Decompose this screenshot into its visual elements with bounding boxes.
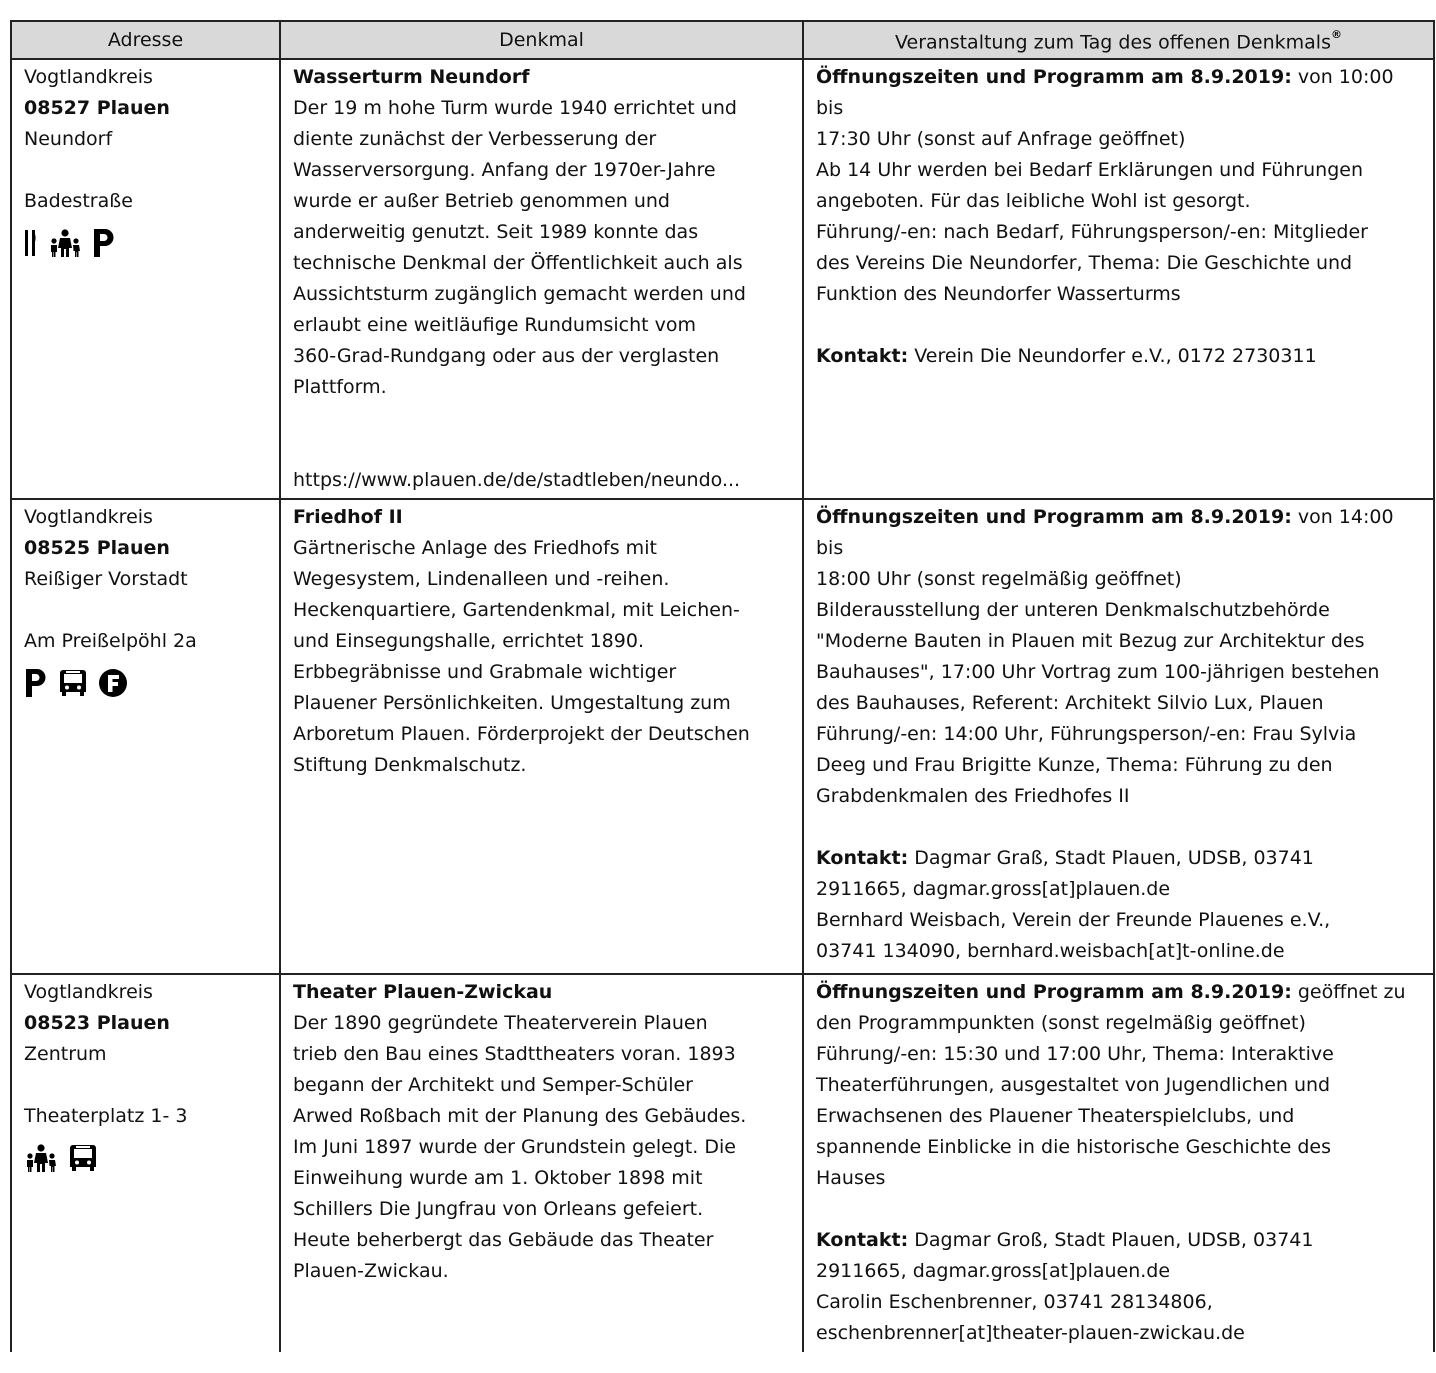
event-contact-line: Bernhard Weisbach, Verein der Freunde Plauenes e.V., [816, 909, 1331, 932]
event-text-line: Führung/-en: 14:00 Uhr, Führungsperson/-en: Frau Sylvia [816, 723, 1357, 746]
event-text-line: "Moderne Bauten in Plauen mit Bezug zur Architektur des [816, 630, 1365, 653]
spacer [816, 812, 1421, 843]
monument-text-line: Heckenquartiere, Gartendenkmal, mit Leichen- [293, 599, 740, 622]
spacer [24, 1070, 267, 1101]
monument-text-line: Arwed Roßbach mit der Planung des Gebäudes. [293, 1105, 747, 1128]
event-contact-line: 2911665, dagmar.gross[at]plauen.de [816, 1260, 1171, 1283]
event-text-line: des Vereins Die Neundorfer, Thema: Die Geschichte und [816, 252, 1353, 275]
spacer [24, 595, 267, 626]
monument-text-line: Der 19 m hohe Turm wurde 1940 errichtet und [293, 97, 737, 120]
address-quarter: Zentrum [24, 1043, 107, 1066]
table-row [11, 974, 1434, 1352]
monument-text-line: Schillers Die Jungfrau von Orleans gefeiert. [293, 1198, 704, 1221]
address-street: Badestraße [24, 190, 133, 213]
monument-title: Theater Plauen-Zwickau [293, 981, 553, 1004]
monument-cell [280, 974, 803, 1352]
address-street: Am Preißelpöhl 2a [24, 630, 197, 653]
monument-cell [280, 499, 803, 974]
event-hours-label: Öffnungszeiten und Programm am 8.9.2019: [816, 506, 1292, 529]
event-contact [816, 341, 1421, 372]
spacer [293, 403, 790, 465]
monument-text-line: anderweitig genutzt. Seit 1989 konnte das [293, 221, 699, 244]
event-contact [816, 843, 1421, 874]
monument-text-line: technische Denkmal der Öffentlichkeit auch als [293, 252, 743, 275]
monument-table [10, 20, 1435, 1352]
spacer [24, 155, 267, 186]
event-hours [816, 62, 1421, 124]
monument-text-line: wurde er außer Betrieb genommen und [293, 190, 670, 213]
event-hours-label: Öffnungszeiten und Programm am 8.9.2019: [816, 66, 1292, 89]
monument-text-line: Plauener Persönlichkeiten. Umgestaltung zum [293, 692, 731, 715]
bus-icon [68, 1143, 98, 1173]
address-quarter: Reißiger Vorstadt [24, 568, 188, 591]
table-row [11, 59, 1434, 499]
event-text-line: Ab 14 Uhr werden bei Bedarf Erklärungen und Führungen [816, 159, 1364, 182]
monument-title: Friedhof II [293, 506, 403, 529]
event-contact-label: Kontakt: [816, 1229, 909, 1252]
event-text-line: Führung/-en: nach Bedarf, Führungsperson/-en: Mitglieder [816, 221, 1368, 244]
event-contact-label: Kontakt: [816, 847, 909, 870]
event-contact-text: Verein Die Neundorfer e.V., 0172 2730311 [908, 345, 1317, 368]
spacer [816, 310, 1421, 341]
monument-text-line: trieb den Bau eines Stadttheaters voran. 1893 [293, 1043, 736, 1066]
address-district: Vogtlandkreis [24, 506, 153, 529]
event-text-line: Bauhauses", 17:00 Uhr Vortrag zum 100-jährigen bestehen [816, 661, 1380, 684]
address-cell [11, 974, 280, 1352]
event-hours-text: von 10:00 bis [816, 66, 1394, 120]
event-text-line: den Programmpunkten (sonst regelmäßig geöffnet) [816, 1012, 1306, 1035]
monument-text-line: Gärtnerische Anlage des Friedhofs mit [293, 537, 657, 560]
event-text-line: Theaterführungen, ausgestaltet von Jugendlichen und [816, 1074, 1331, 1097]
monument-text-line: 360-Grad-Rundgang oder aus der verglasten [293, 345, 720, 368]
event-hours-label: Öffnungszeiten und Programm am 8.9.2019: [816, 981, 1292, 1004]
monument-title: Wasserturm Neundorf [293, 66, 530, 89]
event-contact-text: Dagmar Groß, Stadt Plauen, UDSB, 03741 [908, 1229, 1314, 1252]
family-icon [24, 1144, 58, 1172]
event-text-line: Hauses [816, 1167, 886, 1190]
event-contact-text: Dagmar Graß, Stadt Plauen, UDSB, 03741 [908, 847, 1314, 870]
header-event: Veranstaltung zum Tag des offenen Denkmals® [803, 21, 1434, 59]
amenity-icons [24, 223, 267, 263]
table-header-row [11, 21, 1434, 59]
event-text-line: Funktion des Neundorfer Wasserturms [816, 283, 1181, 306]
restaurant-icon [24, 230, 38, 256]
event-text-line: Führung/-en: 15:30 und 17:00 Uhr, Thema: Interaktive [816, 1043, 1334, 1066]
event-contact-line: 03741 134090, bernhard.weisbach[at]t-online.de [816, 940, 1285, 963]
monument-text-line: Wegesystem, Lindenalleen und -reihen. [293, 568, 670, 591]
address-district: Vogtlandkreis [24, 981, 153, 1004]
monument-text-line: diente zunächst der Verbesserung der [293, 128, 657, 151]
monument-text-line: Arboretum Plauen. Förderprojekt der Deutschen [293, 723, 750, 746]
monument-text-line: Plattform. [293, 376, 387, 399]
event-contact-line: Carolin Eschenbrenner, 03741 28134806, [816, 1291, 1213, 1314]
event-text-line: angeboten. Für das leibliche Wohl ist gesorgt. [816, 190, 1251, 213]
event-text-line: Grabdenkmalen des Friedhofes II [816, 785, 1130, 808]
event-text-line: Deeg und Frau Brigitte Kunze, Thema: Führung zu den [816, 754, 1333, 777]
fee-icon [98, 668, 128, 698]
amenity-icons [24, 1138, 267, 1178]
monument-text-line: Plauen-Zwickau. [293, 1260, 449, 1283]
event-text-line: 18:00 Uhr (sonst regelmäßig geöffnet) [816, 568, 1182, 591]
address-city: 08523 Plauen [24, 1012, 170, 1035]
monument-text-line: Der 1890 gegründete Theaterverein Plauen [293, 1012, 708, 1035]
monument-text-line: begann der Architekt und Semper-Schüler [293, 1074, 693, 1097]
event-text-line: des Bauhauses, Referent: Architekt Silvio Lux, Plauen [816, 692, 1324, 715]
event-cell [803, 974, 1434, 1352]
event-hours-text: geöffnet zu [1291, 981, 1406, 1004]
monument-text-line: Erbbegräbnisse und Grabmale wichtiger [293, 661, 677, 684]
monument-text-line: Im Juni 1897 wurde der Grundstein gelegt. Die [293, 1136, 736, 1159]
monument-text-line: Wasserversorgung. Anfang der 1970er-Jahre [293, 159, 716, 182]
event-text-line: Erwachsenen des Plauener Theaterspielclubs, und [816, 1105, 1295, 1128]
monument-link[interactable]: https://www.plauen.de/de/stadtleben/neundo... [293, 469, 741, 492]
event-text-line: spannende Einblicke in die historische Geschichte des [816, 1136, 1331, 1159]
event-hours [816, 977, 1421, 1008]
parking-icon [24, 668, 48, 698]
address-district: Vogtlandkreis [24, 66, 153, 89]
monument-text-line: erlaubt eine weitläufige Rundumsicht vom [293, 314, 697, 337]
spacer [816, 1194, 1421, 1225]
address-city: 08525 Plauen [24, 537, 170, 560]
header-monument: Denkmal [280, 21, 803, 59]
event-cell [803, 59, 1434, 499]
monument-text-line: Stiftung Denkmalschutz. [293, 754, 527, 777]
header-address: Adresse [11, 21, 280, 59]
family-icon [48, 229, 82, 257]
event-contact [816, 1225, 1421, 1256]
address-city: 08527 Plauen [24, 97, 170, 120]
amenity-icons [24, 663, 267, 703]
address-cell [11, 59, 280, 499]
monument-text-line: Einweihung wurde am 1. Oktober 1898 mit [293, 1167, 703, 1190]
address-cell [11, 499, 280, 974]
event-text-line: Bilderausstellung der unteren Denkmalschutzbehörde [816, 599, 1330, 622]
event-hours [816, 502, 1421, 564]
event-text-line: 17:30 Uhr (sonst auf Anfrage geöffnet) [816, 128, 1186, 151]
bus-icon [58, 668, 88, 698]
registered-mark: ® [1330, 28, 1342, 41]
monument-text-line: und Einsegungshalle, errichtet 1890. [293, 630, 644, 653]
table-row [11, 499, 1434, 974]
monument-text-line: Heute beherbergt das Gebäude das Theater [293, 1229, 714, 1252]
event-contact-line: 2911665, dagmar.gross[at]plauen.de [816, 878, 1171, 901]
parking-icon [92, 228, 116, 258]
event-hours-text: von 14:00 bis [816, 506, 1394, 560]
event-cell [803, 499, 1434, 974]
address-quarter: Neundorf [24, 128, 113, 151]
monument-cell [280, 59, 803, 499]
address-street: Theaterplatz 1- 3 [24, 1105, 188, 1128]
event-contact-label: Kontakt: [816, 345, 909, 368]
monument-text-line: Aussichtsturm zugänglich gemacht werden und [293, 283, 746, 306]
event-contact-line: eschenbrenner[at]theater-plauen-zwickau.de [816, 1322, 1245, 1345]
